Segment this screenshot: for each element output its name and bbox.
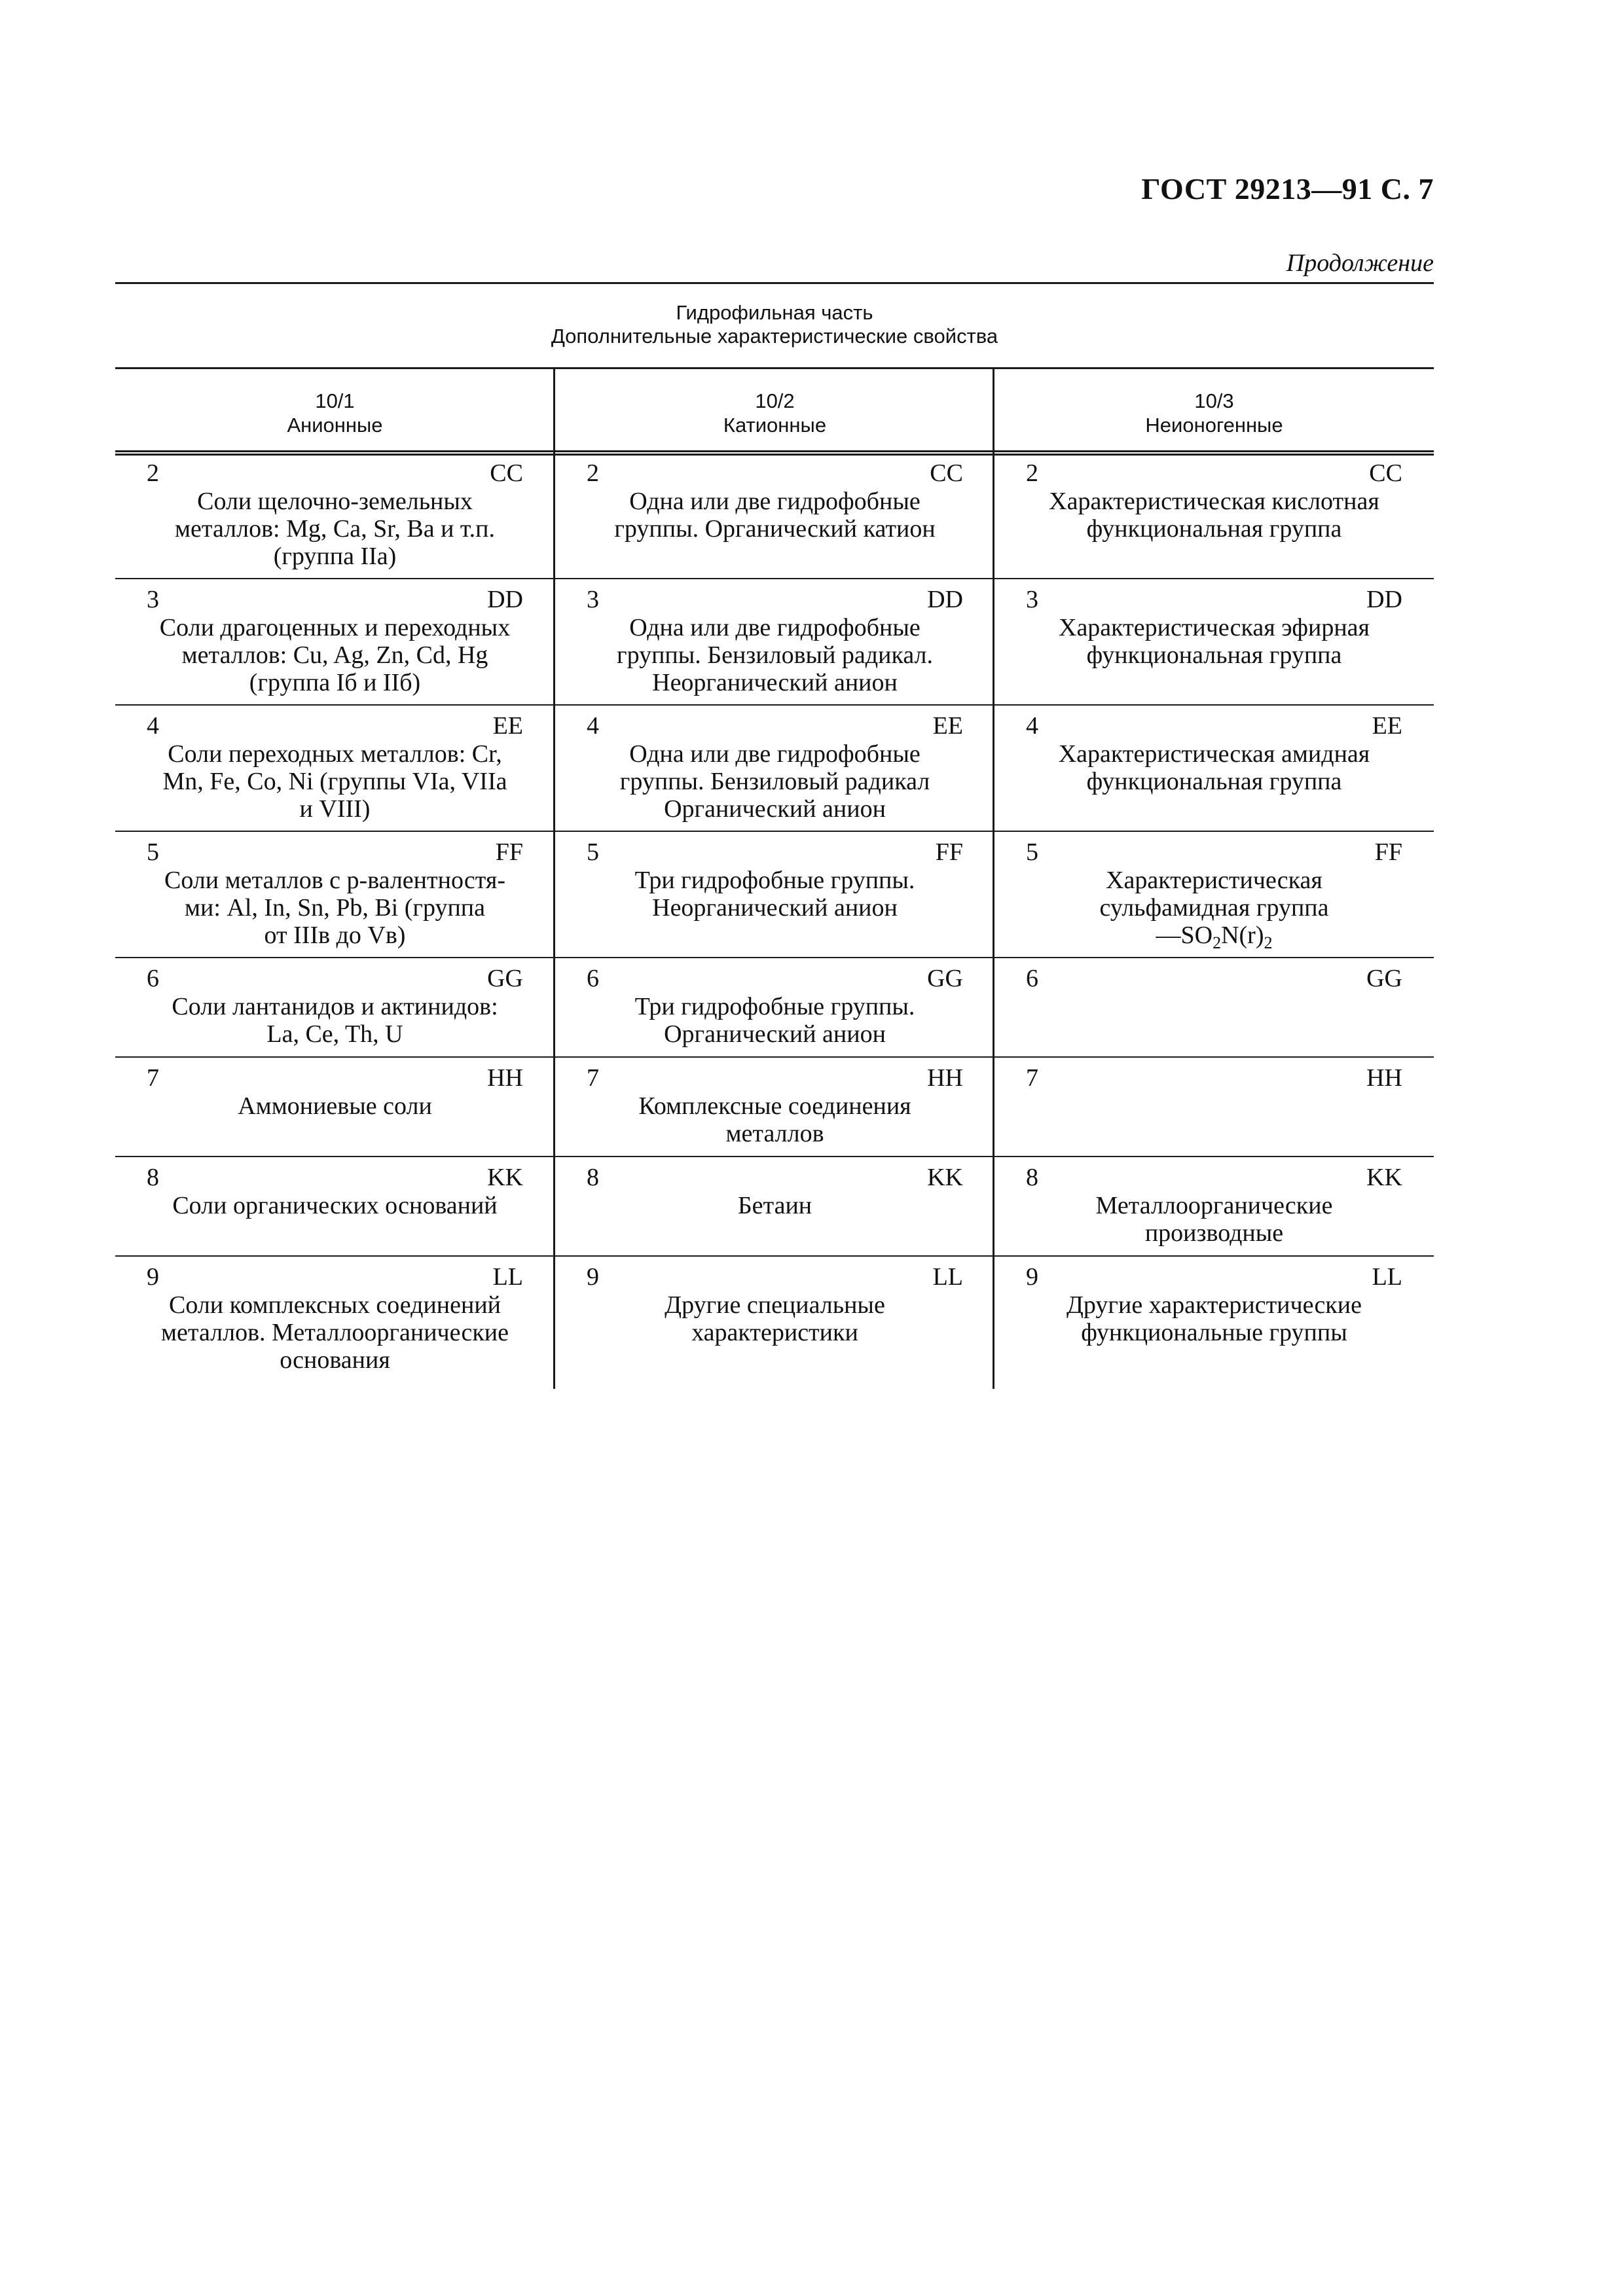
row-number: 4 [1026,712,1038,740]
row-number: 4 [147,712,159,740]
description-line: Соли драгоценных и переходных [159,614,511,641]
description-line: Другие специальные [665,1291,885,1319]
row-separator [115,1156,1434,1157]
table-cell [994,838,1434,957]
row-separator [115,831,1434,832]
row-number: 2 [587,459,599,487]
table-cell [994,585,1434,704]
row-separator [115,1056,1434,1058]
table-cell [115,711,555,831]
description-line: Неорганический анион [652,894,898,922]
cell-description [1013,740,1415,795]
row-number: 2 [147,459,159,487]
column-header-2-code: 10/2 [755,389,795,412]
cell-description [134,993,536,1048]
row-number: 7 [587,1064,599,1092]
description-line: основания [280,1346,390,1374]
cell-description [134,867,536,949]
row-separator [115,1255,1434,1257]
description-line: Неорганический анион [652,669,898,696]
row-number: 9 [587,1263,599,1291]
row-number: 9 [1026,1263,1038,1291]
description-line: характеристики [691,1319,858,1346]
description-line: Одна или две гидрофобные [629,740,921,768]
description-line: функциональные группы [1081,1319,1347,1346]
top-rule [115,282,1434,284]
cell-description [574,740,976,823]
description-line: функциональная группа [1086,641,1342,669]
column-header-3-code: 10/3 [1194,389,1234,412]
column-header-1-code: 10/1 [315,389,355,412]
cell-description [134,1192,536,1219]
description-line: Органический анион [664,795,886,823]
description-line: и VIII) [299,795,371,823]
description-line: La, Ce, Th, U [266,1020,403,1048]
cell-description [134,1092,536,1120]
description-line: Соли металлов с p-валентностя- [164,867,505,894]
row-code: CC [930,459,963,487]
description-line: металлов. Металлоорганические [161,1319,509,1346]
description-line: Одна или две гидрофобные [629,614,921,641]
table-cell [555,838,994,957]
cell-description [574,488,976,543]
row-code: CC [490,459,523,487]
row-number: 9 [147,1263,159,1291]
row-code: GG [1366,965,1402,992]
table-cell [994,1064,1434,1156]
column-header-3 [994,389,1434,437]
row-code: GG [927,965,963,992]
table-cell [994,1163,1434,1255]
description-line: группы. Бензиловый радикал. [616,641,933,669]
formula-part: N(r) [1221,922,1264,949]
row-code: EE [1372,712,1402,740]
description-line: сульфамидная группа [1099,894,1329,922]
row-code: FF [935,838,963,866]
description-line: (группа Iб и IIб) [249,669,421,696]
row-code: KK [487,1164,523,1191]
description-line: металлов [725,1120,824,1147]
column-header-1 [115,389,555,437]
column-header-2 [555,389,994,437]
cell-description [574,1291,976,1346]
row-code: HH [1366,1064,1402,1092]
description-line: Характеристическая кислотная [1049,488,1379,515]
table-cell [994,964,1434,1056]
table-cell [555,711,994,831]
cell-description [574,993,976,1048]
cell-description [574,1192,976,1219]
description-line: функциональная группа [1086,515,1342,543]
description-line: Металлоорганические [1095,1192,1333,1219]
row-number: 7 [147,1064,159,1092]
cell-description [134,740,536,823]
table-cell [115,964,555,1056]
row-number: 3 [587,586,599,613]
description-line: группы. Органический катион [614,515,936,543]
description-line: Характеристическая [1106,867,1322,894]
cell-description [134,1291,536,1374]
table-cell [115,1163,555,1255]
cell-description [1013,867,1415,952]
description-line: Аммониевые соли [238,1092,432,1120]
table-caption-line-1: Гидрофильная часть [676,301,873,324]
description-line: Mn, Fe, Co, Ni (группы VIa, VIIa [162,768,507,795]
continuation-label: Продолжение [1286,249,1434,277]
row-code: HH [927,1064,963,1092]
table-caption-line-2: Дополнительные характеристические свойства [551,325,998,348]
description-line: Соли комплексных соединений [169,1291,501,1319]
table-cell [555,585,994,704]
row-code: FF [1374,838,1402,866]
table-cell [115,459,555,578]
row-number: 4 [587,712,599,740]
row-separator [115,704,1434,706]
formula-subscript: 2 [1264,933,1273,952]
column-header-3-label: Неионогенные [1145,414,1283,437]
row-separator [115,957,1434,958]
row-code: CC [1369,459,1402,487]
table-cell [994,1263,1434,1389]
row-number: 7 [1026,1064,1038,1092]
description-line: функциональная группа [1086,768,1342,795]
description-line: ми: Al, In, Sn, Pb, Bi (группа [184,894,486,922]
row-number: 5 [1026,838,1038,866]
cell-description [1013,1291,1415,1346]
sulfamide-formula [1013,922,1415,952]
row-number: 8 [587,1164,599,1191]
row-code: LL [932,1263,963,1291]
description-line: Другие характеристические [1067,1291,1362,1319]
formula-subscript: 2 [1213,933,1222,952]
row-separator [115,578,1434,579]
cell-description [1013,614,1415,669]
table-cell [555,964,994,1056]
description-line: Соли щелочно-земельных [197,488,473,515]
table-cell [994,711,1434,831]
description-line: Три гидрофобные группы. [634,993,915,1020]
table-cell [115,585,555,704]
table-cell [115,1263,555,1389]
description-line: Органический анион [664,1020,886,1048]
cell-description [1013,1192,1415,1247]
row-number: 6 [147,965,159,992]
description-line: Характеристическая эфирная [1059,614,1370,641]
row-code: EE [932,712,963,740]
caption-rule [115,367,1434,369]
cell-description [574,1092,976,1147]
row-number: 2 [1026,459,1038,487]
row-code: GG [487,965,523,992]
row-number: 8 [1026,1164,1038,1191]
row-code: KK [1366,1164,1402,1191]
description-line: Соли лантанидов и актинидов: [172,993,498,1020]
row-code: LL [492,1263,523,1291]
table-cell [994,459,1434,578]
description-line: Бетаин [737,1192,812,1219]
description-line: производные [1144,1219,1284,1247]
table-cell [115,838,555,957]
cell-description [574,614,976,696]
row-code: LL [1372,1263,1402,1291]
description-line: Одна или две гидрофобные [629,488,921,515]
cell-description [574,867,976,922]
description-line: металлов: Cu, Ag, Zn, Cd, Hg [181,641,488,669]
description-line: группы. Бензиловый радикал [619,768,930,795]
table-cell [115,1064,555,1156]
row-code: KK [927,1164,963,1191]
formula-part: —SO [1156,922,1213,949]
cell-description [134,614,536,696]
row-number: 6 [1026,965,1038,992]
standard-identifier: ГОСТ 29213—91 С. 7 [1141,172,1434,206]
cell-description [134,488,536,570]
row-code: DD [487,586,523,613]
row-number: 5 [587,838,599,866]
column-header-2-label: Катионные [723,414,827,437]
row-number: 5 [147,838,159,866]
table-cell [555,459,994,578]
row-code: FF [495,838,523,866]
description-line: металлов: Mg, Ca, Sr, Ba и т.п. [174,515,495,543]
table-cell [555,1163,994,1255]
cell-description [1013,488,1415,543]
row-number: 3 [1026,586,1038,613]
description-line: (группа IIa) [273,543,397,570]
row-number: 6 [587,965,599,992]
header-double-rule [115,450,1434,456]
description-line: Соли переходных металлов: Cr, [168,740,502,768]
column-header-1-label: Анионные [287,414,383,437]
row-code: DD [927,586,963,613]
description-line: Три гидрофобные группы. [634,867,915,894]
description-line: Комплексные соединения [638,1092,911,1120]
description-line: Соли органических оснований [172,1192,498,1219]
table-cell [555,1263,994,1389]
row-code: HH [487,1064,523,1092]
row-number: 8 [147,1164,159,1191]
row-code: EE [492,712,523,740]
description-line: Характеристическая амидная [1058,740,1370,768]
description-line: от IIIв до Vв) [264,922,406,949]
table-cell [555,1064,994,1156]
row-code: DD [1366,586,1402,613]
row-number: 3 [147,586,159,613]
